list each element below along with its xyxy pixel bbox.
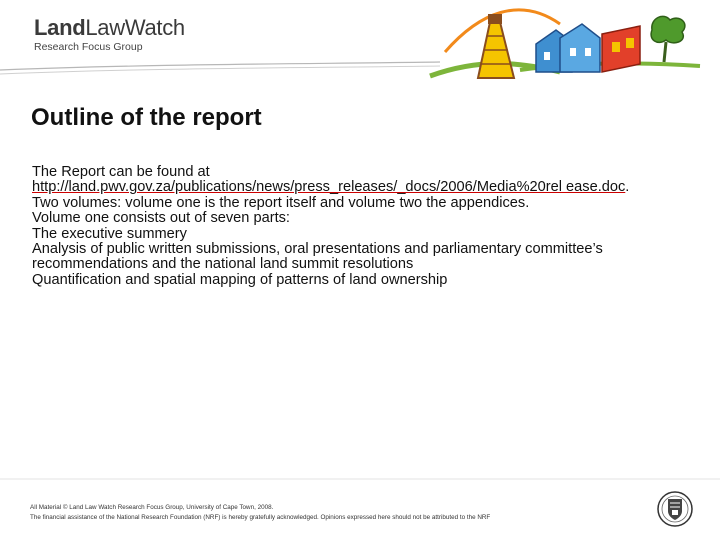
body-line: Two volumes: volume one is the report itself and volume two the appendices. <box>32 194 530 211</box>
university-crest-icon <box>655 487 695 533</box>
brand-name-rest: LawWatch <box>85 15 185 40</box>
report-link[interactable]: http://land.pwv.gov.za/publications/news/press_releases/_docs/2006/Media%20rel ease.doc <box>32 179 626 196</box>
brand-subtitle: Research Focus Group <box>34 41 143 53</box>
slide-title: Outline of the report <box>31 104 262 131</box>
brand-name <box>34 16 185 40</box>
house-illustration-icon <box>536 24 640 72</box>
brand-name-bold: Land <box>34 15 86 40</box>
footer-rule <box>0 478 720 480</box>
footer <box>30 503 630 523</box>
footer-acknowledgement: The financial assistance of the National Research Foundation (NRF) is hereby gratefully acknowledged. Opinions expressed here should not be attributed to the NRF <box>30 514 491 521</box>
tree-icon <box>651 16 685 62</box>
body-intro: The Report can be found at <box>32 164 210 180</box>
headframe-icon <box>478 14 514 78</box>
slide-body <box>32 165 632 288</box>
brand-logo <box>34 16 185 53</box>
footer-copyright: All Material © Land Law Watch Research Focus Group, University of Cape Town, 2008. <box>30 504 274 511</box>
body-line: Quantification and spatial mapping of patterns of land ownership <box>32 271 448 288</box>
body-line: The executive summery <box>32 225 187 242</box>
body-line: Volume one consists out of seven parts: <box>32 210 290 227</box>
body-link-line <box>32 180 632 195</box>
body-line: Analysis of public written submissions, oral presentations and parliamentary committee’s recommendations and the national land summit resolutions <box>32 241 603 273</box>
header-rule <box>0 62 440 74</box>
link-suffix: . <box>625 179 630 196</box>
